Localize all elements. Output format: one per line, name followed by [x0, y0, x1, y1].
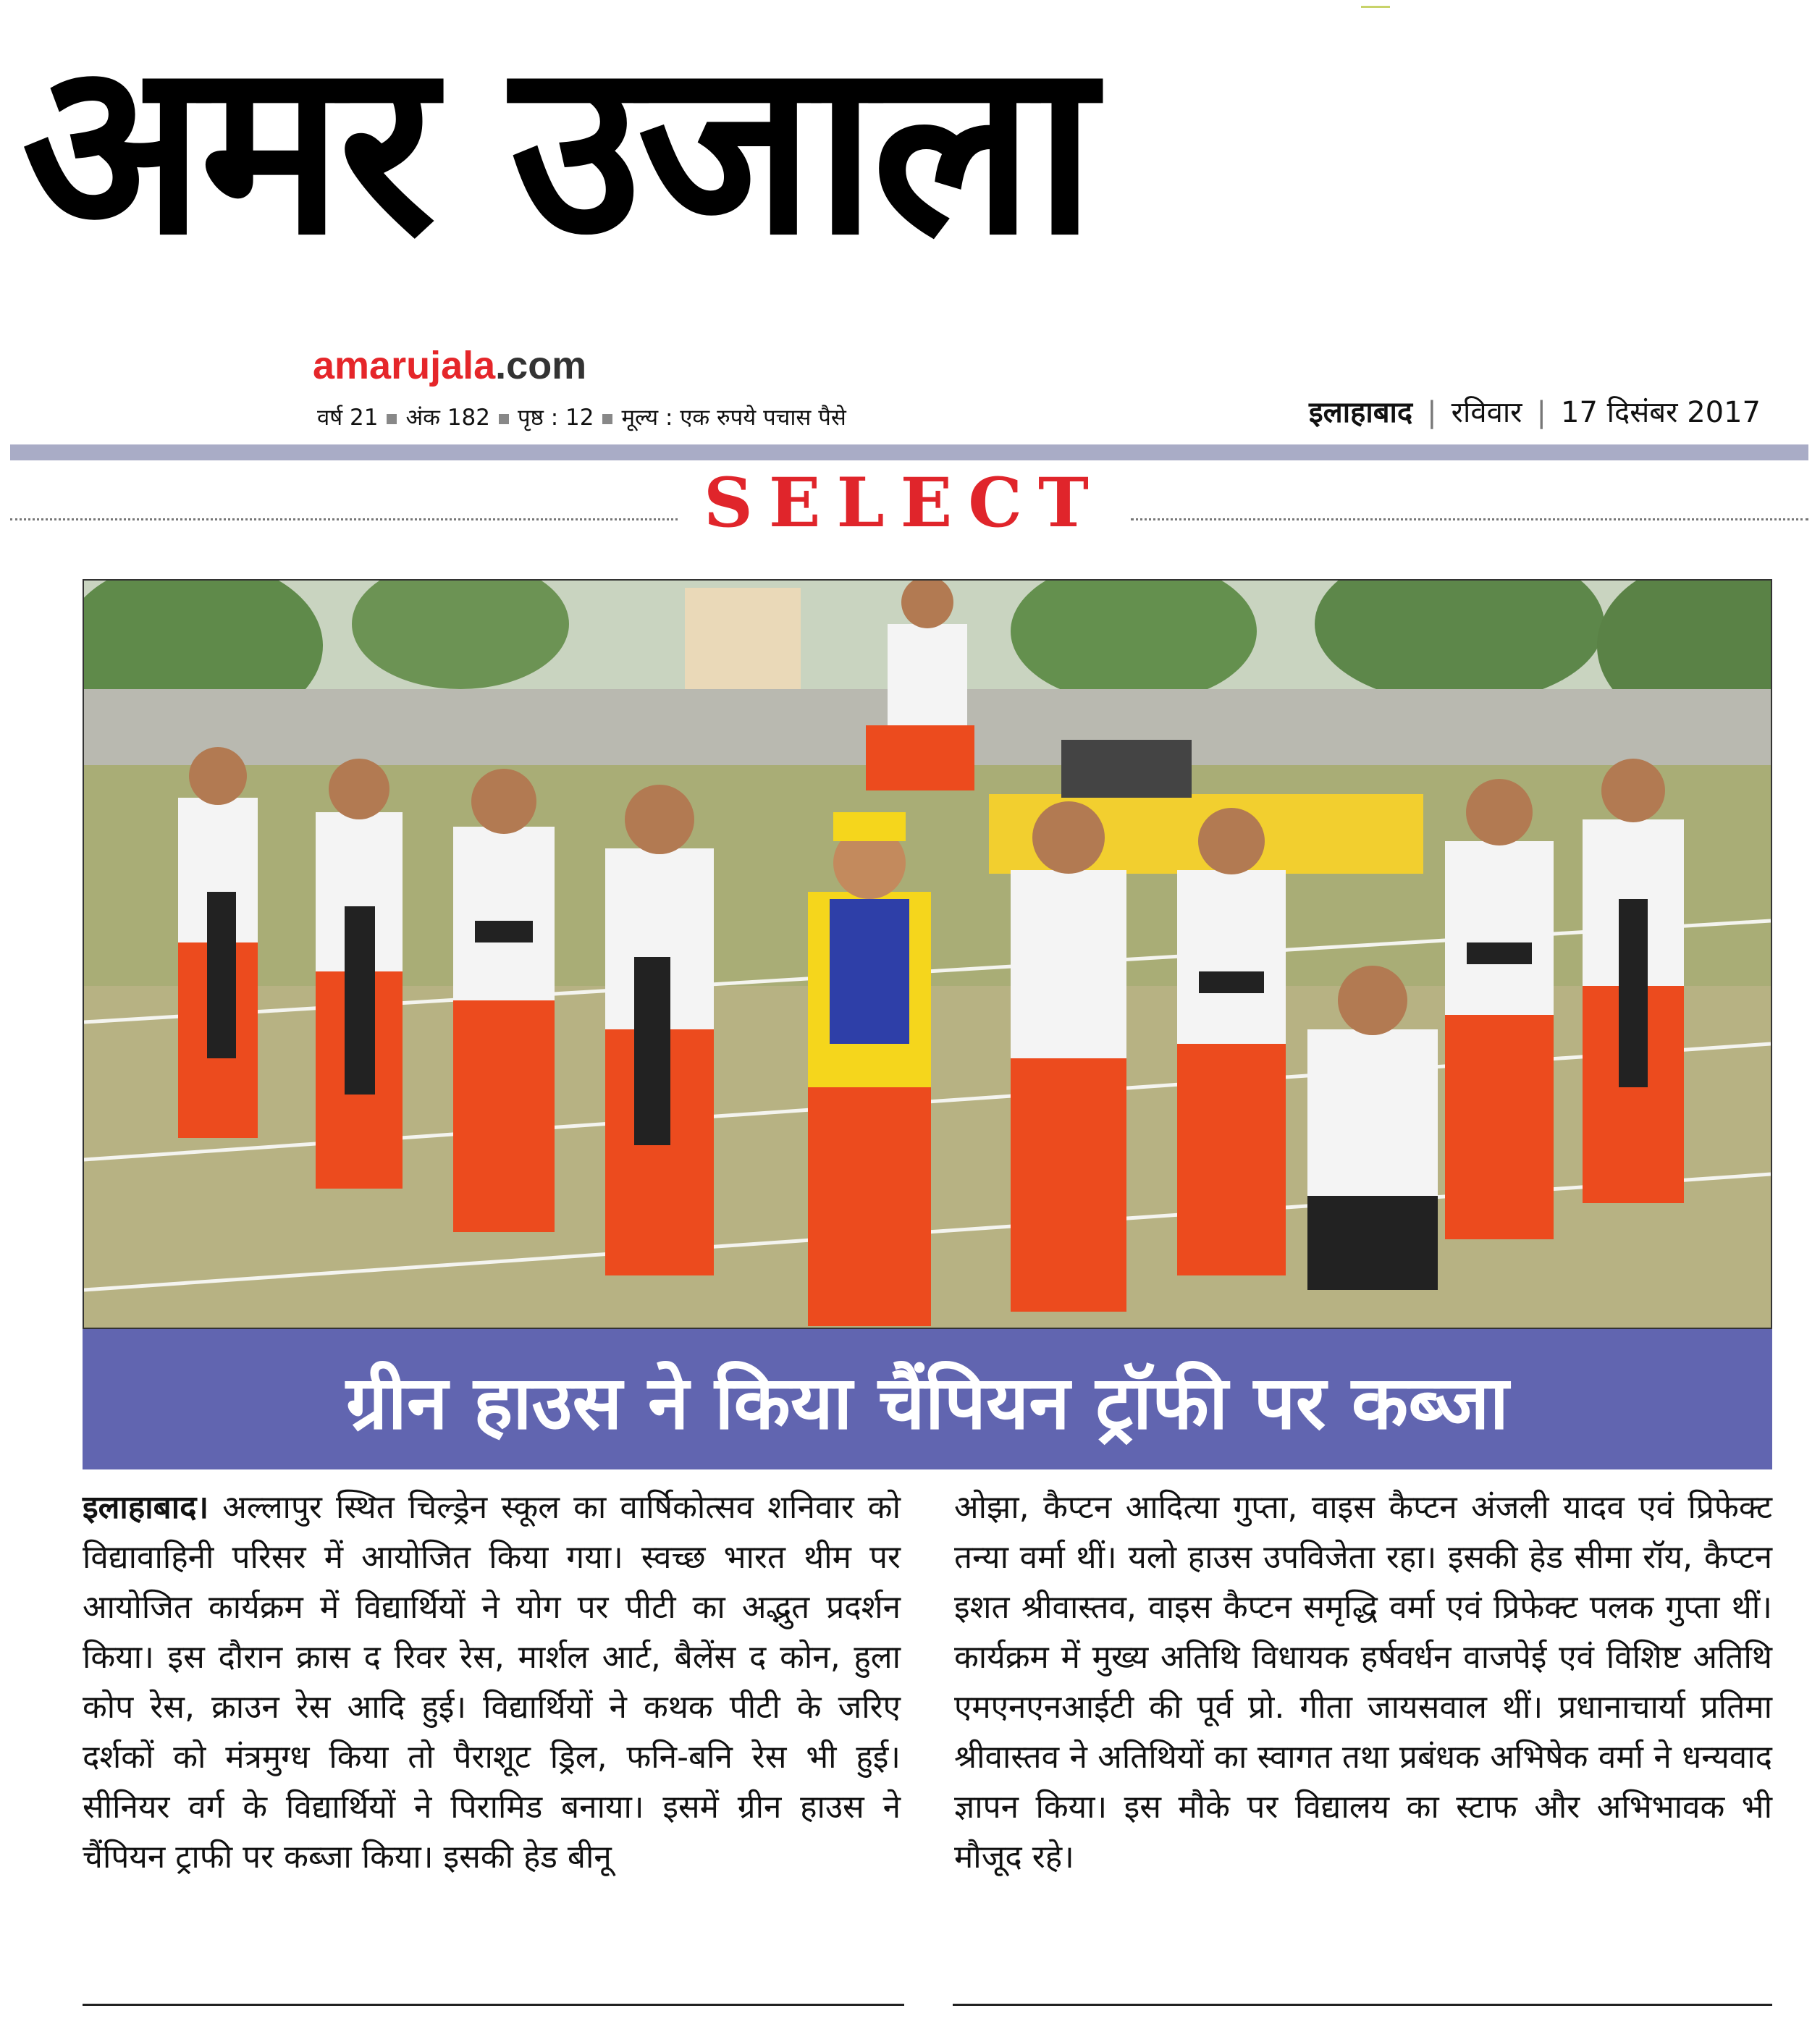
dateline-day: रविवार	[1451, 396, 1522, 429]
article-column-1-text: अल्लापुर स्थित चिल्ड्रेन स्कूल का वार्षिकोत्सव शनिवार को विद्यावाहिनी परिसर में आयोजित किया गया। स्वच्छ भारत थीम पर आयोजित कार्यक्रम में विद्यार्थियों ने योग पर पीटी का अद्भुत प्रदर्शन किया। इस दौरान क्रास द रिवर रेस, मार्शल आर्ट, बैलेंस द कोन, हुला कोप रेस, क्राउन रेस आदि हुई। विद्यार्थियों ने कथक पीटी के जरिए दर्शकों को मंत्रमुग्ध किया तो पैराशूट ड्रिल, फनि-बनि रेस भी हुई। सीनियर वर्ग के विद्यार्थियों ने पिरामिड बनाया। इसमें ग्रीन हाउस ने चैंपियन ट्राफी पर कब्जा किया। इसकी हेड बीनू	[83, 1489, 901, 1876]
dotted-rule-right	[1131, 518, 1808, 520]
square-bullet-icon	[499, 414, 509, 424]
issue-price: मूल्य : एक रुपये पचास पैसे	[621, 405, 846, 431]
bottom-rule-left	[83, 2004, 904, 2006]
divider: |	[1536, 396, 1547, 429]
bottom-rule-right	[953, 2004, 1772, 2006]
news-photo	[83, 579, 1772, 1329]
masthead-title: अमर उजाला	[22, 22, 1092, 275]
dateline-date: 17 दिसंबर 2017	[1561, 396, 1761, 429]
article-headline: ग्रीन हाउस ने किया चैंपियन ट्रॉफी पर कब्जा	[346, 1359, 1509, 1446]
header-rule	[10, 444, 1808, 460]
dateline-city: इलाहाबाद	[1308, 396, 1413, 429]
divider: |	[1427, 396, 1437, 429]
article-column-2-text: ओझा, कैप्टन आदित्या गुप्ता, वाइस कैप्टन अंजली यादव एवं प्रिफेक्ट तन्या वर्मा थीं। यलो हाउस उपविजेता रहा। इसकी हेड सीमा रॉय, कैप्टन इशत श्रीवास्तव, वाइस कैप्टन समृद्धि वर्मा एवं प्रिफेक्ट पलक गुप्ता थीं। कार्यक्रम में मुख्य अतिथि विधायक हर्षवर्धन वाजपेई एवं विशिष्ट अतिथि एमएनएनआईटी की पूर्व प्रो. गीता जायसवाल थीं। प्रधानाचार्या प्रतिमा श्रीवास्तव ने अतिथियों का स्वागत तथा प्रबंधक अभिषेक वर्मा ने धन्यवाद ज्ञापन किया। इस मौके पर विद्यालय का स्टाफ और अभिभावक भी मौजूद रहे।	[954, 1489, 1772, 1876]
article-column-1	[83, 1483, 901, 1989]
article-lead: इलाहाबाद।	[83, 1489, 209, 1526]
dotted-rule-left	[10, 518, 678, 520]
article-column-2	[954, 1483, 1772, 1989]
issue-year: वर्ष 21	[317, 405, 379, 431]
top-accent-line	[1361, 6, 1390, 8]
square-bullet-icon	[387, 414, 397, 424]
issue-pages: पृष्ठ : 12	[517, 405, 594, 431]
dateline	[1309, 391, 1761, 434]
square-bullet-icon	[602, 414, 612, 424]
site-name: amarujala	[313, 344, 496, 387]
article-body	[83, 1483, 1772, 1989]
headline-bar	[83, 1329, 1772, 1469]
issue-info	[317, 400, 846, 436]
section-label: SELECT	[703, 463, 1105, 543]
site-tld: .com	[495, 344, 587, 387]
site-url[interactable]	[313, 340, 586, 391]
photo-illustration	[84, 581, 1771, 1328]
issue-number: अंक 182	[405, 405, 490, 431]
